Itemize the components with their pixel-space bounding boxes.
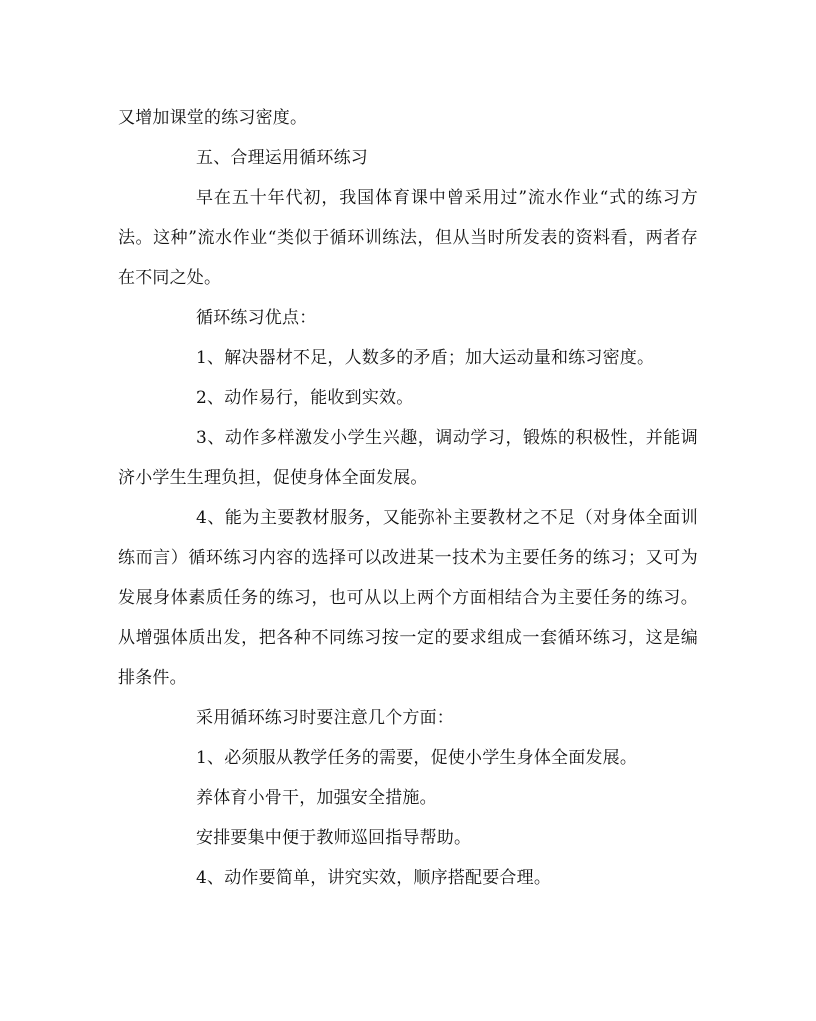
advantage-item-2: 2、动作易行，能收到实效。 [196,388,414,408]
section-heading: 五、合理运用循环练习 [196,148,368,168]
subheading-advantages: 循环练习优点： [196,308,317,328]
subheading-notes: 采用循环练习时要注意几个方面： [196,708,454,728]
note-item-4: 4、动作要简单，讲究实效，顺序搭配要合理。 [196,868,552,888]
document-page [118,0,698,1021]
paragraph-history: 早在五十年代初，我国体育课中曾采用过”流水作业“式的练习方法。这种”流水作业“类似于循环训练法，但从当时所发表的资料看，两者存在不同之处。 [118,188,698,288]
advantage-item-4: 4、能为主要教材服务，又能弥补主要教材之不足（对身体全面训练而言）循环练习内容的选择可以改进某一技术为主要任务的练习；又可为发展身体素质任务的练习，也可从以上两个方面相结合为主要任务的练习。从增强体质出发，把各种不同练习按一定的要求组成一套循环练习，这是编排条件。 [118,508,698,688]
paragraph-continuation: 又增加课堂的练习密度。 [118,108,308,128]
advantage-item-1: 1、解决器材不足，人数多的矛盾；加大运动量和练习密度。 [196,348,655,368]
note-item-2: 养体育小骨干，加强安全措施。 [196,788,437,808]
note-item-3: 安排要集中便于教师巡回指导帮助。 [196,828,472,848]
advantage-item-3: 3、动作多样激发小学生兴趣，调动学习，锻炼的积极性，并能调济小学生生理负担，促使身体全面发展。 [118,428,698,488]
note-item-1: 1、必须服从教学任务的需要，促使小学生身体全面发展。 [196,748,638,768]
